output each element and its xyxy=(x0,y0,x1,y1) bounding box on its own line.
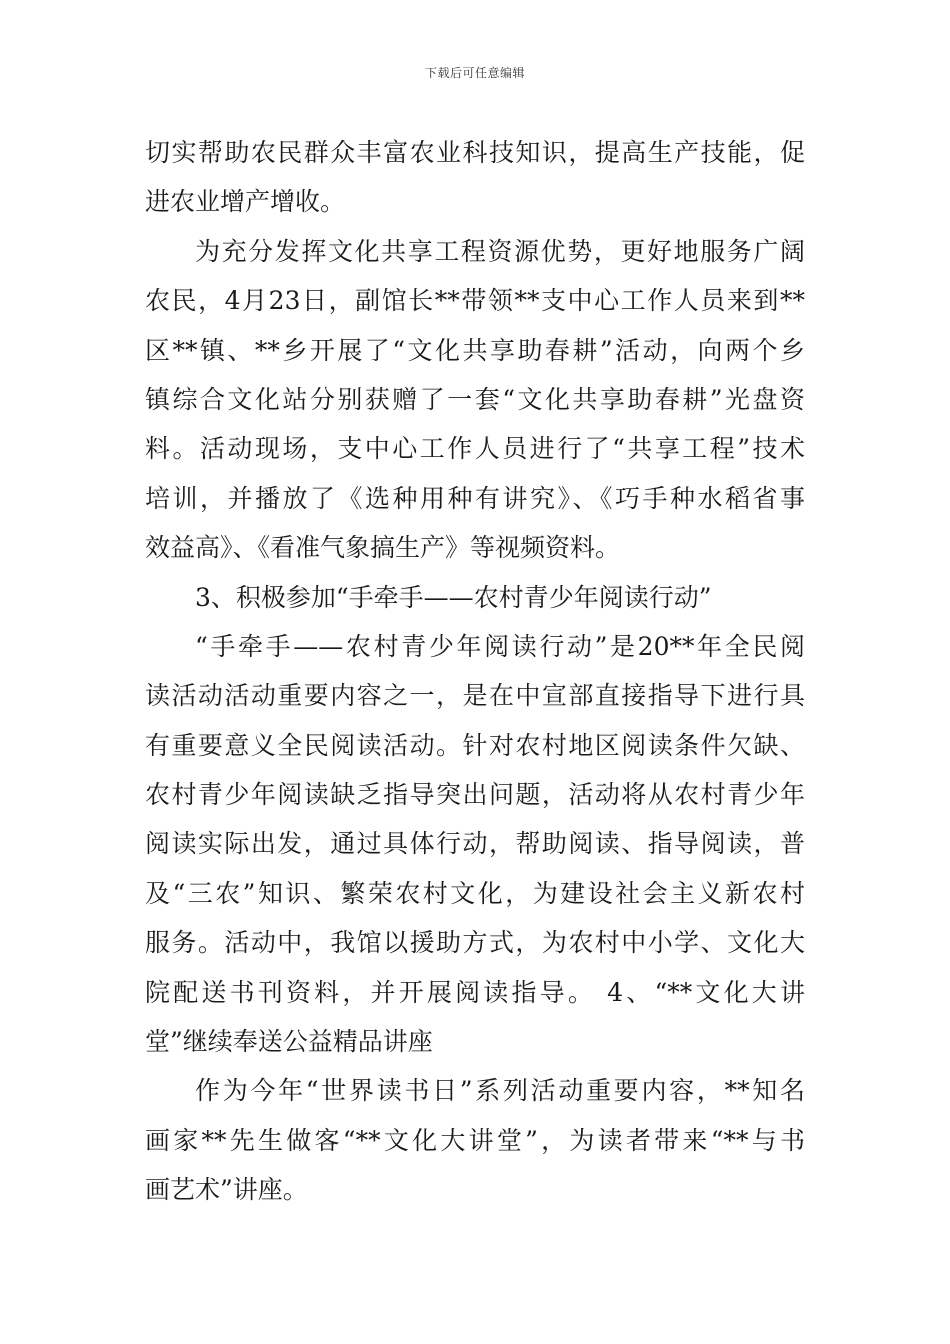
text-line: 服务。活动中，我馆以援助方式，为农村中小学、文化大 xyxy=(145,928,805,958)
text-line: 有重要意义全民阅读活动。针对农村地区阅读条件欠缺、 xyxy=(145,730,805,760)
text-line: 画艺术”讲座。 xyxy=(145,1175,308,1205)
text-line: 画家**先生做客“**文化大讲堂”，为读者带来“**与书 xyxy=(145,1125,805,1155)
text-line: 区**镇、**乡开展了“文化共享助春耕”活动，向两个乡 xyxy=(145,335,805,365)
text-line: 阅读实际出发，通过具体行动，帮助阅读、指导阅读，普 xyxy=(145,829,805,859)
text-line: 效益高》、《看准气象搞生产》等视频资料。 xyxy=(145,533,621,563)
text-line: 堂”继续奉送公益精品讲座 xyxy=(145,1027,433,1057)
text-line: 院配送书刊资料，并开展阅读指导。 4、“**文化大讲 xyxy=(145,977,805,1007)
text-line: 及“三农”知识、繁荣农村文化，为建设社会主义新农村 xyxy=(145,878,805,908)
text-line: 农民，4月23日，副馆长**带领**支中心工作人员来到** xyxy=(145,286,805,316)
text-line: 切实帮助农民群众丰富农业科技知识，提高生产技能，促 xyxy=(145,138,805,167)
text-line: 农村青少年阅读缺乏指导突出问题，活动将从农村青少年 xyxy=(145,780,805,810)
text-line: 3、积极参加“手牵手——农村青少年阅读行动” xyxy=(195,582,712,612)
text-line: 料。活动现场，支中心工作人员进行了“共享工程”技术 xyxy=(145,434,805,464)
text-line: 读活动活动重要内容之一，是在中宣部直接指导下进行具 xyxy=(145,681,805,711)
text-line: 培训，并播放了《选种用种有讲究》、《巧手种水稻省事 xyxy=(145,483,805,513)
text-line: 为充分发挥文化共享工程资源优势，更好地服务广阔 xyxy=(195,236,805,266)
document-body xyxy=(145,128,805,1215)
text-line: “手牵手——农村青少年阅读行动”是20**年全民阅 xyxy=(195,631,805,661)
text-line: 作为今年“世界读书日”系列活动重要内容，**知名 xyxy=(195,1076,805,1106)
text-line: 进农业增产增收。 xyxy=(145,187,346,217)
page-header: 下载后可任意编辑 xyxy=(424,66,525,80)
text-line: 镇综合文化站分别获赠了一套“文化共享助春耕”光盘资 xyxy=(145,384,805,414)
